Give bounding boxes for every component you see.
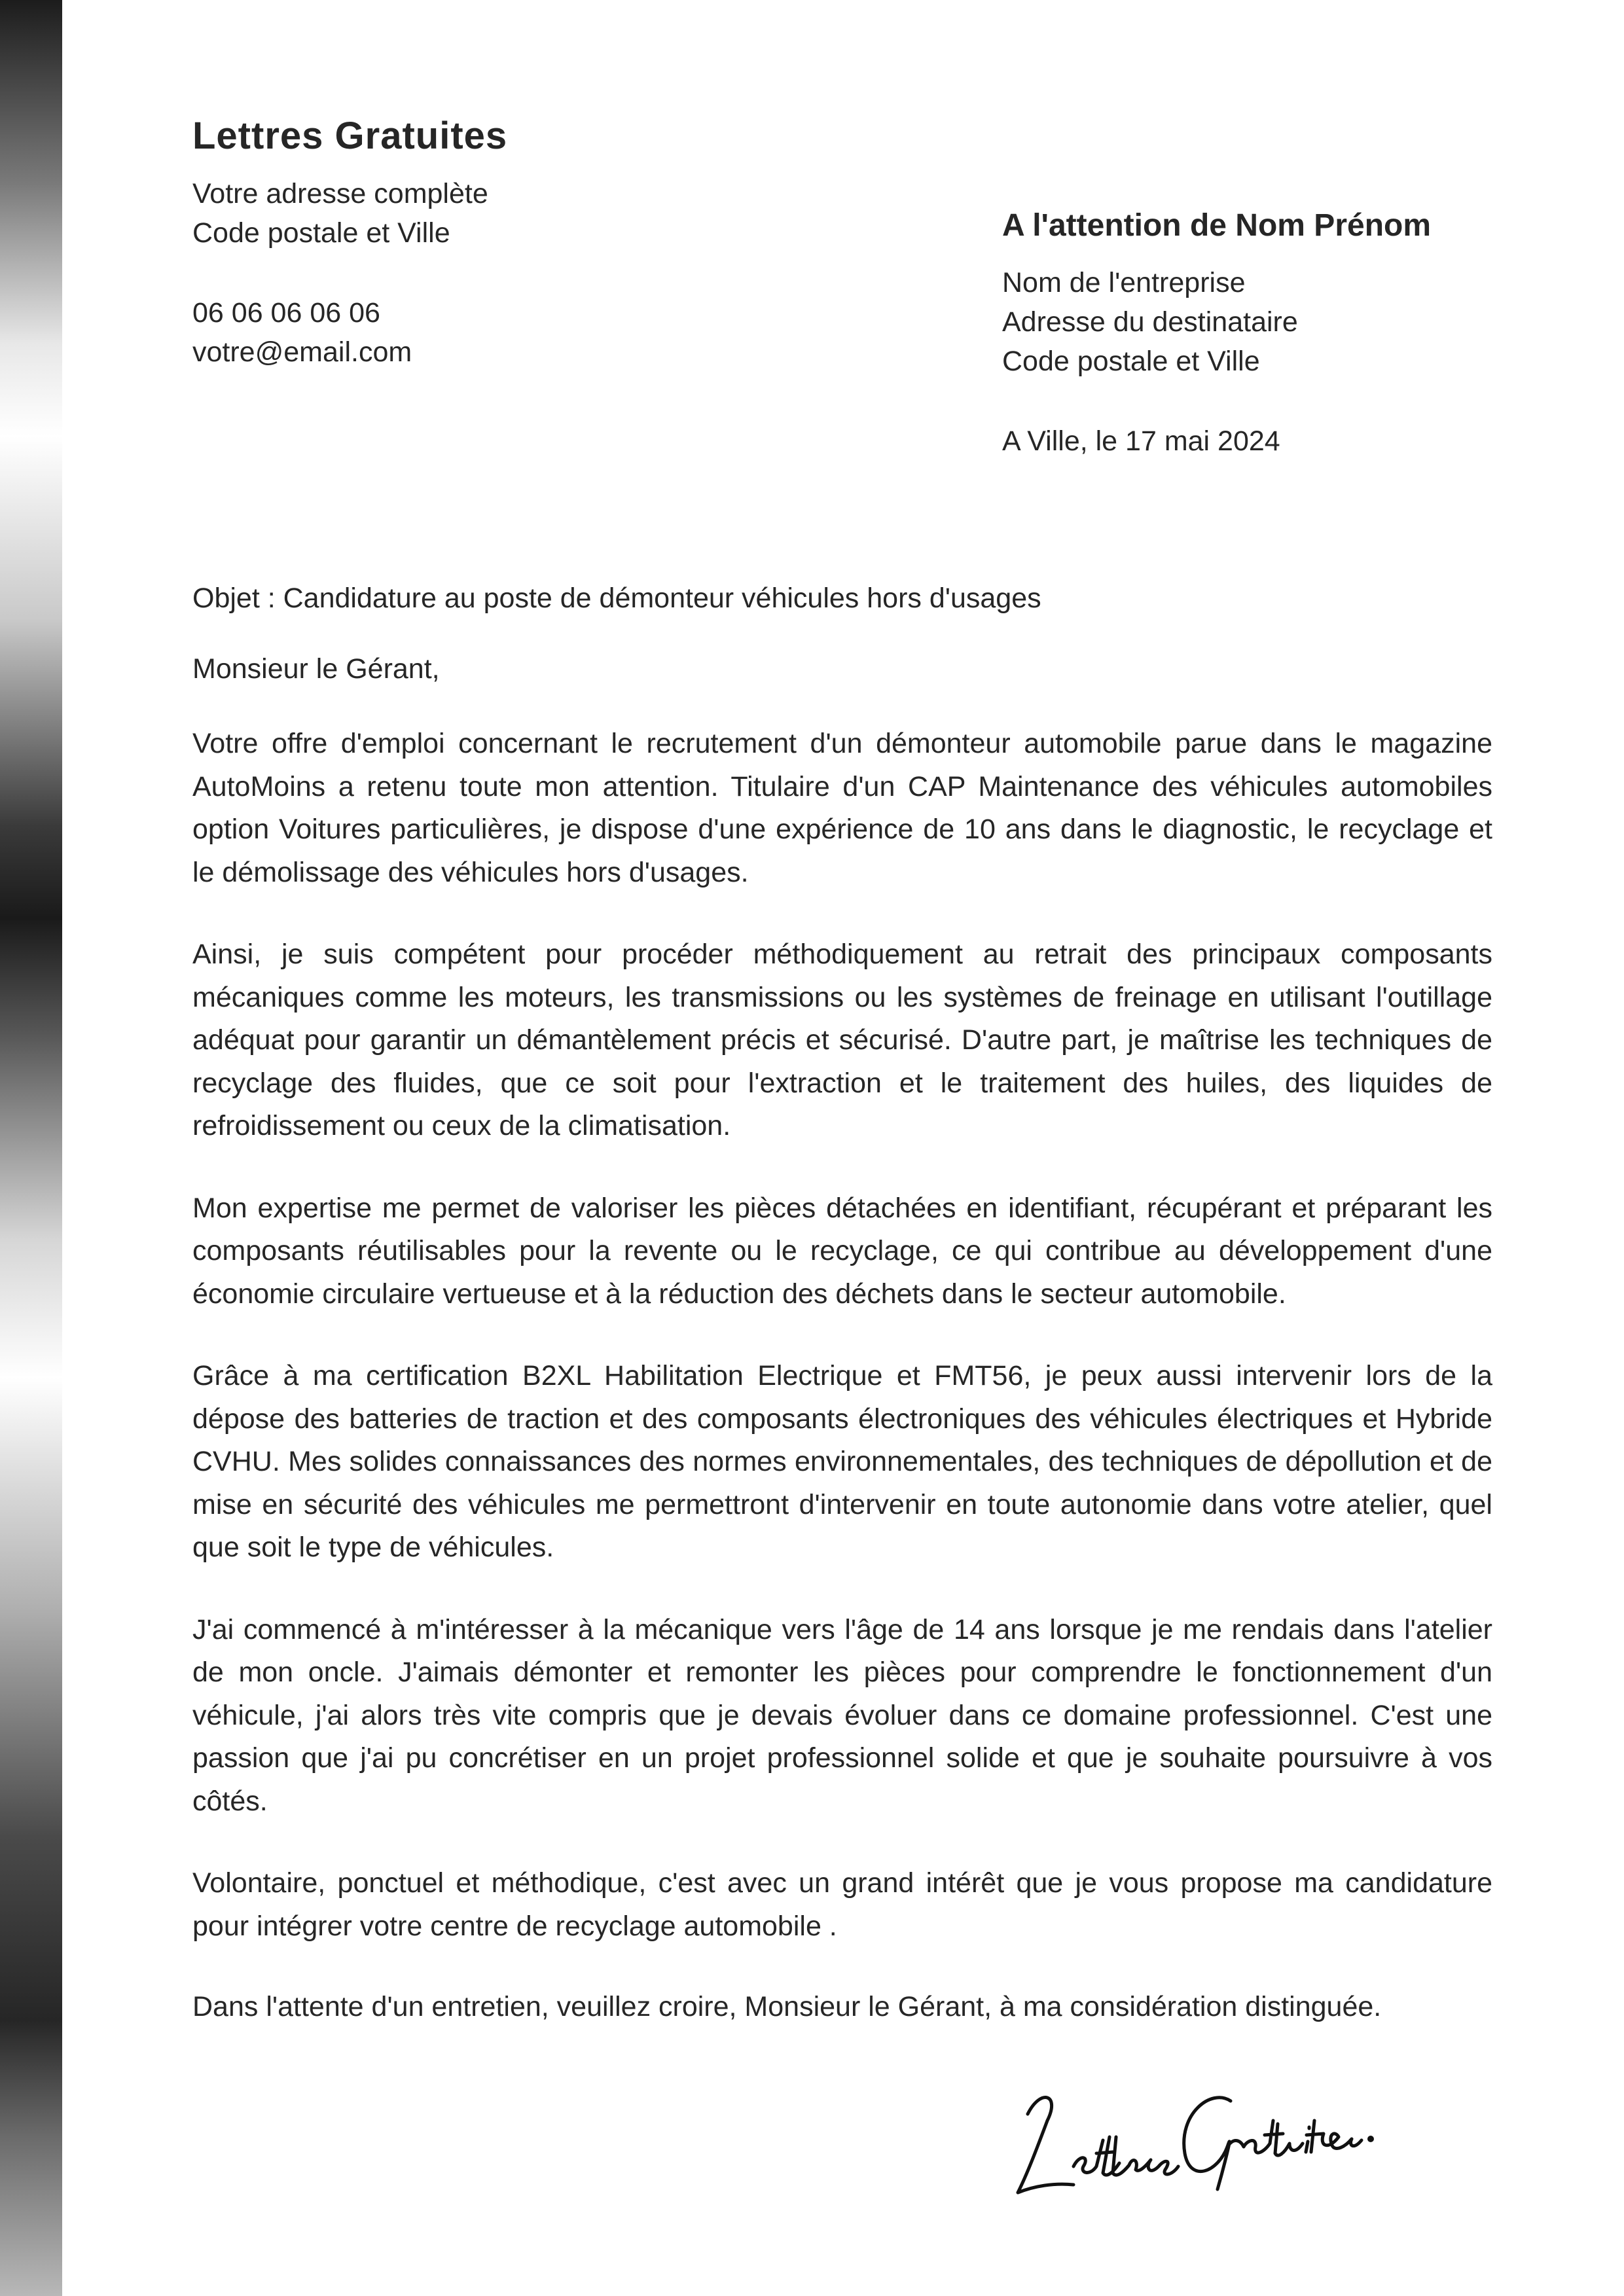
letter-salutation: Monsieur le Gérant, [192,653,440,685]
letter-date: A Ville, le 17 mai 2024 [1002,425,1280,457]
sender-name: Lettres Gratuites [192,115,508,157]
sender-phone: 06 06 06 06 06 [192,297,380,329]
sender-block [192,110,782,372]
letter-paragraph: Mon expertise me permet de valoriser les pièces détachées en identifiant, récupérant et préparant les composants réutilisables pour la revente ou le recyclage, ce qui contribue au développement d'une économie circulaire vertueuse et à la réduction des déchets dans le secteur automobile. [192,1192,1492,1310]
letter-closing: Dans l'attente d'un entretien, veuillez croire, Monsieur le Gérant, à ma considération distinguée. [192,1991,1382,2022]
letter-subject: Objet : Candidature au poste de démonteur véhicules hors d'usages [192,583,1041,614]
letter-paragraph: J'ai commencé à m'intéresser à la mécanique vers l'âge de 14 ans lorsque je me rendais dans l'atelier de mon oncle. J'aimais démonter et remonter les pièces pour comprendre le fonctionnement d'un véhicule, j'ai alors très vite compris que je devais évoluer dans ce domaine professionnel. C'est une passion que j'ai pu concrétiser en un projet professionnel solide et que je souhaite poursuivre à vos côtés. [192,1613,1492,1817]
letter-paragraph: Ainsi, je suis compétent pour procéder méthodiquement au retrait des principaux composants mécaniques comme les moteurs, les transmissions ou les systèmes de freinage en utilisant l'outillage adéquat pour garantir un démantèlement précis et sécurisé. D'autre part, je maîtrise les techniques de recyclage des fluides, que ce soit pour l'extraction et le traitement des huiles, des liquides de refroidissement ou ceux de la climatisation. [192,939,1492,1141]
letter-paragraph: Votre offre d'emploi concernant le recrutement d'un démonteur automobile parue dans le magazine AutoMoins a retenu toute mon attention. Titulaire d'un CAP Maintenance des véhicules automobiles option Voitures particulières, je dispose d'une expérience de 10 ans dans le diagnostic, le recyclage et le démolissage des véhicules hors d'usages. [192,728,1492,888]
sender-email: votre@email.com [192,336,412,368]
sender-address-line1: Votre adresse complète [192,178,488,209]
letter-paragraph: Grâce à ma certification B2XL Habilitation Electrique et FMT56, je peux aussi intervenir lors de la dépose des batteries de traction et des composants électroniques des véhicules électriques et Hybride CVHU. Mes solides connaissances des normes environnementales, des techniques de dépollution et de mise en sécurité des véhicules me permettront d'intervenir en toute autonomie dans votre atelier, quel que soit le type de véhicules. [192,1360,1492,1563]
recipient-attention: A l'attention de Nom Prénom [1002,208,1432,243]
handwritten-signature [982,2075,1375,2206]
recipient-city: Code postale et Ville [1002,346,1260,377]
sender-address-line2: Code postale et Ville [192,217,450,249]
letter-body [192,579,1492,2026]
recipient-block [1002,203,1565,461]
decorative-side-band [0,0,62,2296]
letter-paragraph: Volontaire, ponctuel et méthodique, c'est avec un grand intérêt que je vous propose ma candidature pour intégrer votre centre de recyclage automobile . [192,1867,1492,1942]
recipient-company: Nom de l'entreprise [1002,267,1246,298]
recipient-address: Adresse du destinataire [1002,306,1298,338]
